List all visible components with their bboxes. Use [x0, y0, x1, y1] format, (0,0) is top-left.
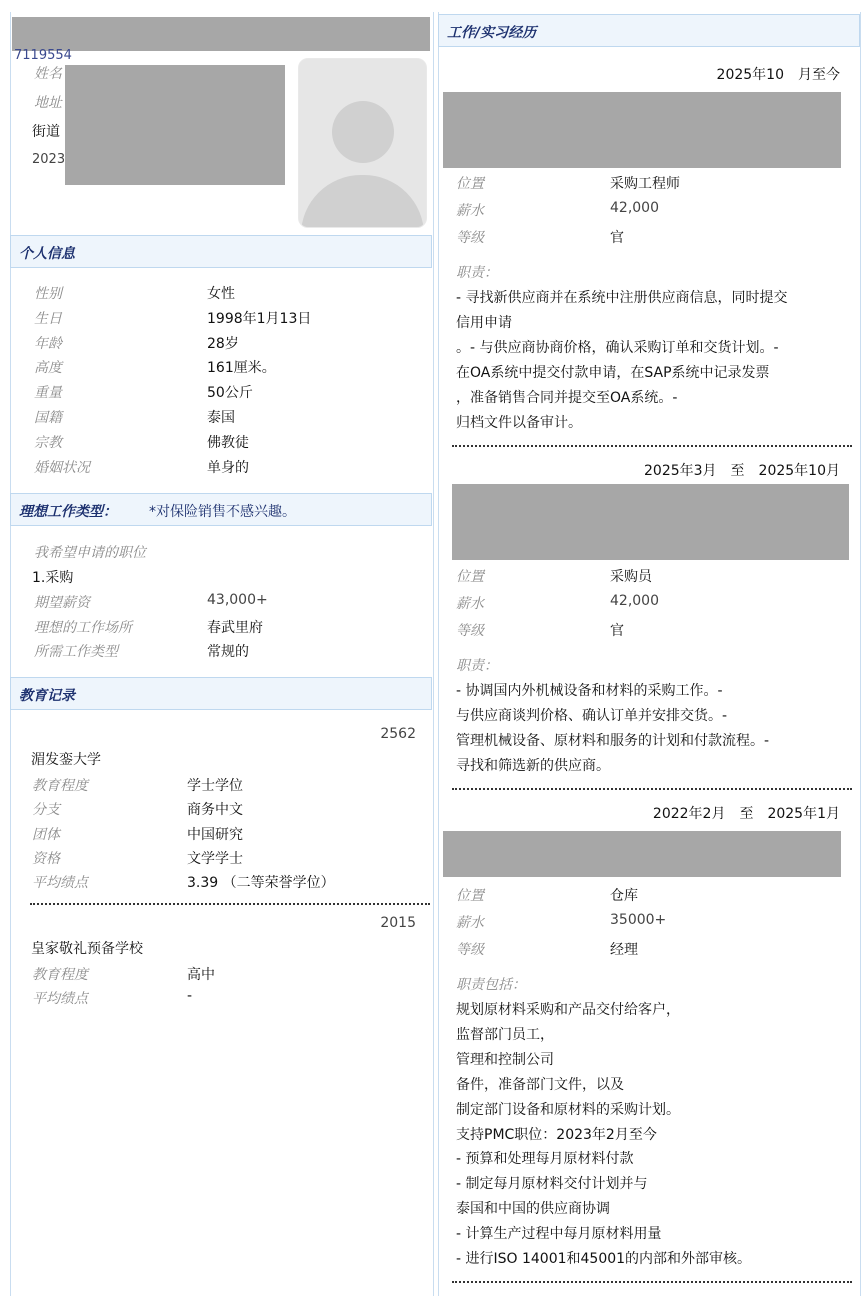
job-duty-line: 支持PMC职位：2023年2月至今 — [456, 1126, 657, 1143]
ideal-field-value: 43,000+ — [207, 592, 268, 608]
edu-school: 皇家敬礼预备学校 — [31, 941, 143, 957]
edu-field-value: - — [187, 988, 193, 1005]
edu-field-label: 分支 — [32, 802, 60, 819]
edu-field-value: 3.39 （二等荣誉学位） — [187, 875, 335, 892]
personal-field-label: 生日 — [34, 310, 62, 327]
personal-field-value: 泰国 — [207, 410, 235, 426]
redacted-company-name — [443, 831, 841, 877]
work-header — [438, 14, 860, 47]
ideal-field-value: 常规的 — [207, 644, 249, 660]
edu-field-value: 商务中文 — [187, 802, 243, 819]
job-duty-label: 职责： — [456, 265, 498, 281]
ideal-job-title: 理想工作类型： — [19, 504, 117, 520]
job-duty-line: 。- 与供应商协商价格，确认采购订单和交货计划。- — [456, 339, 779, 356]
job-field-label: 薪水 — [456, 203, 484, 219]
personal-info-title: 个人信息 — [19, 246, 75, 262]
job-divider — [452, 1281, 852, 1283]
personal-field-label: 婚姻状况 — [34, 459, 90, 476]
edu-year: 2562 — [380, 726, 416, 742]
apply-position-label: 我希望申请的职位 — [34, 545, 146, 561]
ideal-job-note: *对保险销售不感兴趣。 — [149, 504, 296, 520]
ideal-field-label: 期望薪资 — [34, 595, 90, 611]
personal-field-label: 国籍 — [34, 410, 62, 426]
job-period: 2025年10 月至今 — [716, 67, 840, 83]
job-field-value: 42,000 — [610, 200, 659, 216]
job-duty-line: 泰国和中国的供应商协调 — [456, 1201, 610, 1218]
edu-field-label: 平均绩点 — [32, 875, 88, 892]
education-title: 教育记录 — [19, 688, 75, 704]
job-field-value: 采购工程师 — [610, 176, 680, 192]
personal-field-value: 单身的 — [207, 459, 249, 476]
job-duty-line: - 协调国内外机械设备和材料的采购工作。- — [456, 683, 723, 699]
job-duty-line: - 制定每月原材料交付计划并与 — [456, 1176, 648, 1193]
job-field-label: 薪水 — [456, 915, 484, 931]
job-duty-line: 监督部门员工， — [456, 1026, 554, 1043]
job-field-value: 42,000 — [610, 593, 659, 609]
edu-year: 2015 — [380, 915, 416, 931]
edu-field-label: 教育程度 — [32, 778, 88, 794]
redacted-contact-block — [65, 65, 285, 185]
edu-divider — [30, 903, 430, 905]
edu-field-value: 学士学位 — [187, 778, 243, 794]
job-field-label: 位置 — [456, 569, 484, 585]
job-field-label: 位置 — [456, 888, 484, 904]
name-label: 姓名 — [34, 66, 62, 82]
job-period: 2022年2月 至 2025年1月 — [652, 806, 840, 822]
job-duty-line: ，准备销售合同并提交至OA系统。- — [456, 389, 678, 406]
job-divider — [452, 788, 852, 790]
personal-field-value: 161厘米。 — [207, 360, 276, 377]
redacted-header-bar — [12, 17, 430, 51]
personal-field-value: 50公斤 — [207, 385, 253, 402]
job-field-value: 仓库 — [610, 888, 638, 904]
edu-field-label: 团体 — [32, 826, 60, 843]
edu-school: 湄发銮大学 — [31, 752, 101, 768]
job-duty-line: - 进行ISO 14001和45001的内部和外部审核。 — [456, 1251, 752, 1267]
job-duty-line: 信用申请 — [456, 314, 512, 331]
ideal-field-label: 所需工作类型 — [34, 644, 118, 660]
job-duty-line: - 预算和处理每月原材料付款 — [456, 1151, 634, 1168]
ideal-field-value: 春武里府 — [207, 619, 263, 636]
job-duty-line: 管理和控制公司 — [456, 1051, 554, 1068]
avatar-body-shape — [301, 175, 424, 228]
personal-field-label: 年龄 — [34, 335, 62, 352]
job-field-label: 薪水 — [456, 596, 484, 612]
street-label: 街道 — [32, 124, 60, 140]
redacted-company-name — [452, 484, 849, 560]
job-duty-line: 寻找和筛选新的供应商。 — [456, 757, 610, 774]
job-field-label: 等级 — [456, 230, 484, 246]
education-header — [10, 677, 432, 710]
edu-field-value: 中国研究 — [187, 826, 243, 843]
avatar — [298, 58, 427, 228]
apply-position-value: 1.采购 — [32, 570, 74, 586]
job-duty-line: 归档文件以备审计。 — [456, 414, 582, 431]
job-field-label: 位置 — [456, 176, 484, 192]
personal-field-value: 1998年1月13日 — [207, 310, 312, 327]
job-field-label: 等级 — [456, 942, 484, 958]
job-field-value: 35000+ — [610, 912, 667, 928]
job-duty-line: 制定部门设备和原材料的采购计划。 — [456, 1101, 680, 1118]
job-divider — [452, 445, 852, 447]
personal-info-header — [10, 235, 432, 268]
work-title: 工作/实习经历 — [447, 25, 537, 41]
job-duty-line: - 计算生产过程中每月原材料用量 — [456, 1226, 662, 1243]
job-duty-line: 规划原材料采购和产品交付给客户， — [456, 1002, 680, 1018]
ideal-field-label: 理想的工作场所 — [34, 619, 132, 636]
job-field-value: 官 — [610, 623, 624, 639]
job-field-value: 官 — [610, 230, 624, 246]
edu-field-label: 资格 — [32, 850, 60, 867]
job-duty-line: - 寻找新供应商并在系统中注册供应商信息，同时提交 — [456, 290, 788, 306]
address-label: 地址 — [34, 95, 62, 111]
edu-field-value: 高中 — [187, 967, 215, 983]
avatar-head-shape — [332, 101, 394, 163]
job-duty-label: 职责： — [456, 658, 498, 674]
personal-field-value: 女性 — [207, 286, 235, 302]
job-duty-line: 备件，准备部门文件，以及 — [456, 1076, 624, 1093]
personal-field-label: 性别 — [34, 286, 62, 302]
job-duty-label: 职责包括： — [456, 977, 526, 993]
job-duty-line: 在OA系统中提交付款申请，在SAP系统中记录发票 — [456, 364, 770, 381]
edu-field-label: 教育程度 — [32, 967, 88, 983]
ideal-job-header — [10, 493, 432, 526]
job-field-label: 等级 — [456, 623, 484, 639]
job-field-value: 采购员 — [610, 569, 652, 585]
personal-field-label: 重量 — [34, 385, 62, 402]
personal-field-value: 佛教徒 — [207, 434, 249, 451]
job-duty-line: 与供应商谈判价格、确认订单并安排交货。- — [456, 707, 728, 724]
redacted-company-name — [443, 92, 841, 168]
edu-field-value: 文学学士 — [187, 850, 243, 867]
personal-field-value: 28岁 — [207, 335, 239, 352]
edu-field-label: 平均绩点 — [32, 991, 88, 1008]
job-period: 2025年3月 至 2025年10月 — [644, 463, 840, 479]
year-fragment: 2023 — [32, 152, 66, 167]
phone-fragment: 7119554 — [14, 48, 72, 63]
personal-field-label: 宗教 — [34, 434, 62, 451]
personal-field-label: 高度 — [34, 360, 62, 377]
job-duty-line: 管理机械设备、原材料和服务的计划和付款流程。- — [456, 732, 770, 749]
job-field-value: 经理 — [610, 942, 638, 958]
